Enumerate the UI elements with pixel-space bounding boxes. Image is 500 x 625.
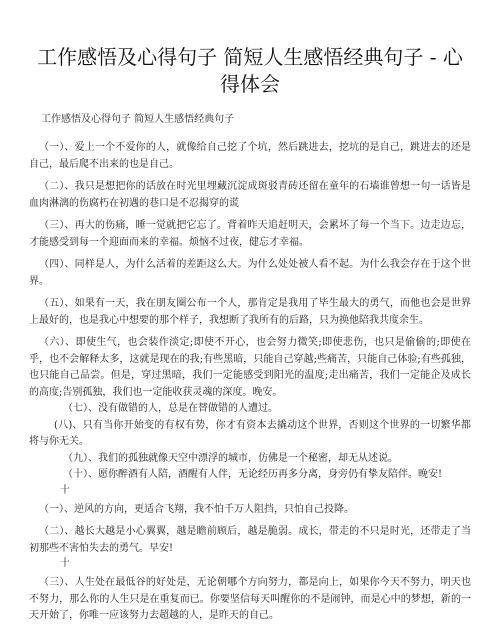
paragraph-9: （九）、我们的孤独就像天空中漂浮的城市，仿佛是一个秘密，却无从述说。 — [63, 452, 398, 464]
paragraph-6: （六）、即使生气，也会装作淡定;即使不开心，也会努力微笑;即使悲伤，也只是偷偷的;即使在乎，也不会解释太多，这就是现在的我;有些黑暗，只能自己穿越;些痛苦，只能自己体验;有些孤独，也只能自己品尝。但是，穿过黑暗，我们一定能感受到阳光的温度;走出痛苦，我们一定能企及成长的高度;告别孤独，我们也一定能收获灵魂的深度。晚安。 — [29, 337, 471, 398]
paragraph-7: （七）、没有做错的人，总是在替做错的人遭过。 — [63, 403, 278, 414]
page-title: 工作感悟及心得句子 简短人生感悟经典句子 - 心得体会 — [37, 45, 463, 96]
document-subtitle: 工作感悟及心得句子 简短人生感悟经典句子 — [41, 114, 235, 125]
paragraph-10: （十）、愿你醉酒有人陪，酒醒有人伴，无论经历再多分离，身旁仍有挚友陪伴。晚安! — [63, 469, 443, 480]
separator: 十 — [60, 484, 70, 496]
paragraph-1: （一）、爱上一个不爱你的人，就像给自己挖了个坑，然后跳进去，挖坑的是自己，跳进去的还是自己，最后爬不出来的也是自己。 — [29, 142, 471, 170]
paragraph-5: （五）、如果有一天，我在朋友圈公布一个人，那肯定是我用了毕生最大的勇气，而他也会是世界上最好的，也是我心中想要的那个样子，我想断了我所有的后路，只为换他陪我共度余生。 — [29, 298, 471, 326]
paragraph-11: （一）、逆风的方向，更适合飞翔，我不怕千万人阻挡，只怕自己投降。 — [39, 503, 354, 515]
document-body — [0, 140, 500, 625]
paragraph-8: (八)、只有当你开始变的有权有势，你才有资本去撬动这个世界，否则这个世界的一切繁华都将与你无关。 — [29, 419, 471, 447]
paragraph-4: （四）、同样是人，为什么活着的差距这么大。为什么处处被人看不起。为什么我会存在于这个世界。 — [29, 259, 471, 287]
paragraph-13: （三）、人生处在最低谷的好处是，无论朝哪个方向努力，都是向上，如果你今天不努力，明天也不努力，那么你的人生只是在重复而已。你要坚信每天叫醒你的不是闹钟，而是心中的梦想，新的一天开始了，你唯一应该努力去超越的人，是昨天的自己。 — [29, 577, 471, 621]
paragraph-3: （三）、再大的伤痛，睡一觉就把它忘了。背着昨天追赶明天，会累坏了每一个当下。边走边忘，才能感受到每一个迎面而来的幸福。烦恼不过夜，健忘才幸福。 — [29, 220, 471, 248]
separator: 十 — [60, 558, 70, 569]
paragraph-12: （二）、越长大越是小心翼翼，越是瞻前顾后，越是脆弱。成长，带走的不只是时光，还带走了当初那些不害怕失去的勇气。早安! — [29, 526, 471, 554]
paragraph-2: （二）、我只是想把你的话放在时光里埋藏沉淀成斑驳青砖还留在童年的石墙谁曾想一句一话皆是血肉淋漓的伤腐朽在初遇的巷口是不忍揭穿的谎 — [29, 181, 471, 209]
